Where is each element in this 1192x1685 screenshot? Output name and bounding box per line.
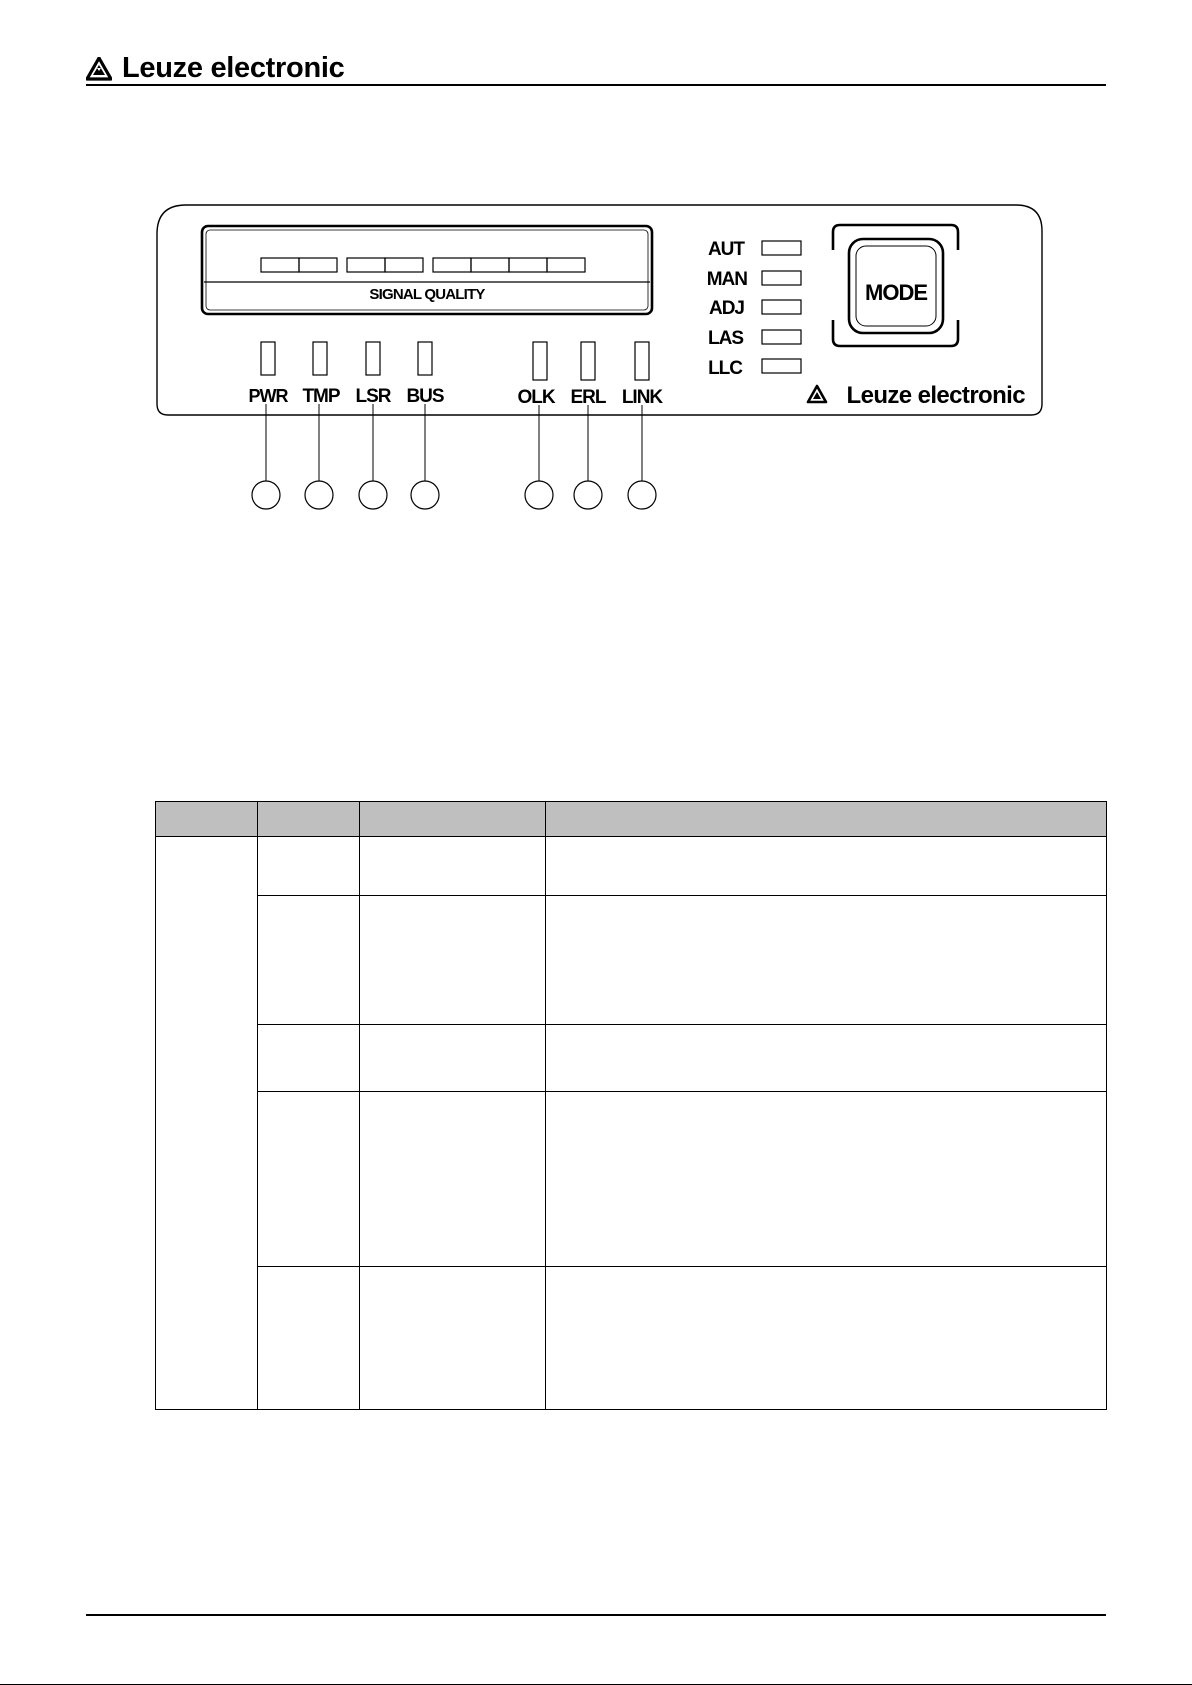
signal-quality-display	[202, 226, 652, 314]
table-row	[156, 1267, 1107, 1410]
device-brand-name: Leuze electronic	[846, 382, 1025, 409]
device-brand	[808, 382, 1025, 409]
led-label-erl: ERL	[570, 387, 606, 408]
table-cell	[258, 896, 360, 1025]
led-label-olk: OLK	[517, 387, 555, 408]
table-row	[156, 1092, 1107, 1267]
table-cell	[258, 1092, 360, 1267]
table-header-row	[156, 802, 1107, 837]
table-row	[156, 896, 1107, 1025]
signal-quality-bar	[261, 258, 585, 272]
footer-rule	[86, 1614, 1106, 1616]
legend-table	[155, 801, 1107, 1410]
mode-led-adj	[709, 298, 801, 319]
mode-led-man	[707, 269, 801, 290]
status-led-lsr	[356, 342, 392, 509]
table-cell	[258, 837, 360, 896]
mode-led-aut	[708, 239, 801, 260]
table-header-cell	[258, 802, 360, 837]
table-cell	[360, 1267, 546, 1410]
mode-button	[833, 225, 958, 346]
table-cell	[546, 1025, 1107, 1092]
callout-circle	[525, 481, 553, 509]
callout-circle	[411, 481, 439, 509]
led-label-pwr: PWR	[248, 386, 288, 406]
led-label-tmp: TMP	[302, 386, 340, 407]
led-label-bus: BUS	[406, 386, 444, 407]
status-led-tmp	[302, 342, 340, 509]
mode-label-adj: ADJ	[708, 298, 744, 319]
table-cell	[360, 1025, 546, 1092]
table-cell	[546, 1092, 1107, 1267]
table-cell	[546, 1267, 1107, 1410]
table-cell	[258, 1025, 360, 1092]
table-header-cell	[360, 802, 546, 837]
device-panel-figure	[0, 0, 1192, 540]
callout-circle	[359, 481, 387, 509]
table-cell	[360, 1092, 546, 1267]
table-cell	[258, 1267, 360, 1410]
status-led-pwr	[249, 342, 289, 509]
callout-circle	[252, 481, 280, 509]
mode-label-las: LAS	[708, 328, 743, 349]
callout-circle	[305, 481, 333, 509]
table-header-cell	[546, 802, 1107, 837]
status-led-erl	[571, 342, 607, 509]
led-label-link: LINK	[621, 387, 663, 408]
table-cell	[156, 837, 258, 1410]
brand-name: Leuze electronic	[122, 52, 345, 84]
status-led-bus	[406, 342, 443, 509]
table-header-cell	[156, 802, 258, 837]
mode-label-llc: LLC	[708, 358, 742, 379]
table-row	[156, 1025, 1107, 1092]
signal-quality-label: SIGNAL QUALITY	[369, 286, 485, 303]
status-led-link	[622, 342, 664, 509]
status-led-olk	[517, 342, 555, 509]
table-cell	[546, 896, 1107, 1025]
callout-circle	[574, 481, 602, 509]
mode-led-las	[708, 328, 801, 349]
table-row	[156, 837, 1107, 896]
table-cell	[360, 837, 546, 896]
callout-circle	[628, 481, 656, 509]
mode-label-aut: AUT	[707, 239, 744, 260]
mode-led-llc	[708, 358, 801, 379]
led-label-lsr: LSR	[355, 386, 391, 407]
mode-label-man: MAN	[706, 269, 747, 290]
table-cell	[546, 837, 1107, 896]
mode-button-label: MODE	[865, 280, 927, 305]
table-cell	[360, 896, 546, 1025]
